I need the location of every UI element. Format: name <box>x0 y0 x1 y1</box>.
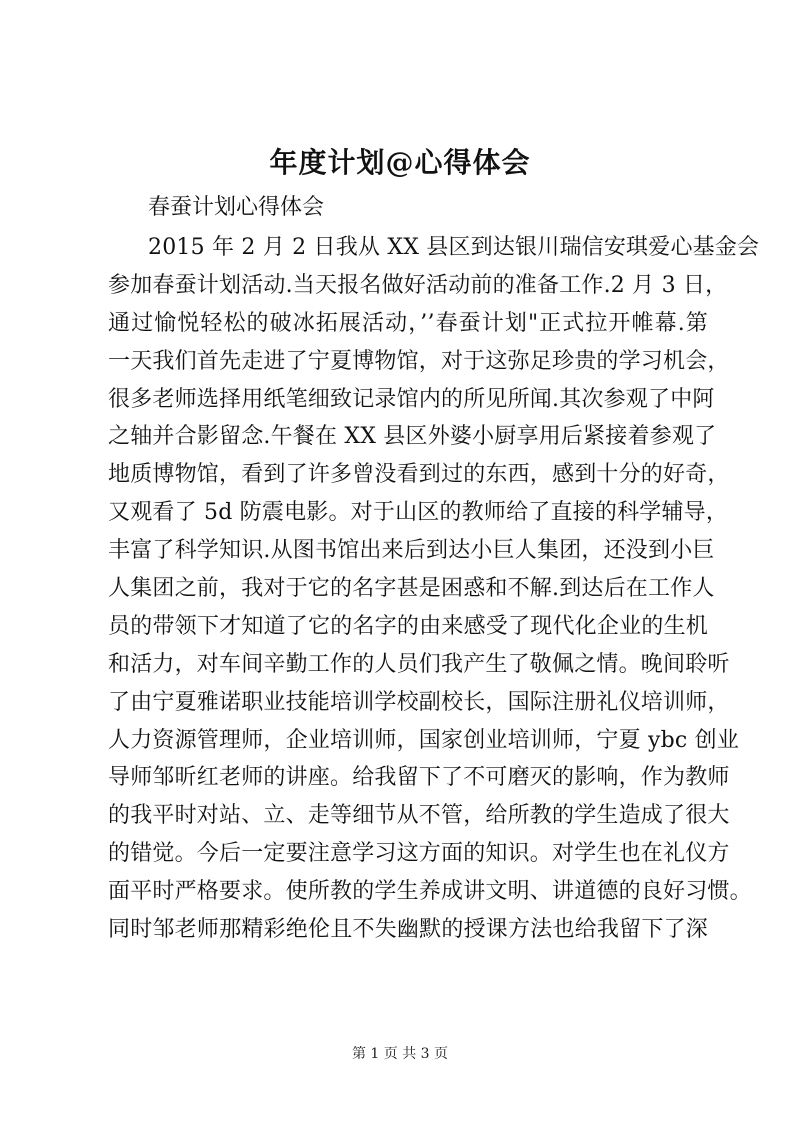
body-line: 的错觉。今后一定要注意学习这方面的知识。对学生也在礼仪方 <box>108 841 730 867</box>
document-body <box>108 229 760 949</box>
document-subtitle: 春蚕计划心得体会 <box>148 195 325 220</box>
body-line: 之轴并合影留念.午餐在 XX 县区外婆小厨享用后紧接着参观了 <box>108 424 717 450</box>
body-line: 人集团之前，我对于它的名字甚是困惑和不解.到达后在工作人 <box>108 576 715 602</box>
body-line: 又观看了 5d 防震电影。对于山区的教师给了直接的科学辅导， <box>108 500 729 526</box>
body-line: 了由宁夏雅诺职业技能培训学校副校长，国际注册礼仪培训师， <box>108 689 730 715</box>
document-title: 年度计划@心得体会 <box>269 146 531 179</box>
body-line: 很多老师选择用纸笔细致记录馆内的所见所闻.其次参观了中阿 <box>108 386 715 412</box>
body-line: 丰富了科学知识.从图书馆出来后到达小巨人集团，还没到小巨 <box>108 538 715 564</box>
body-line: 地质博物馆，看到了许多曾没看到过的东西，感到十分的好奇， <box>108 462 730 488</box>
body-line: 和活力，对车间辛勤工作的人员们我产生了敬佩之情。晚间聆听 <box>108 651 730 677</box>
page-number: 第 1 页 共 3 页 <box>351 1046 449 1062</box>
body-line: 通过愉悦轻松的破冰拓展活动，’’春蚕计划"正式拉开帷幕.第 <box>108 310 708 336</box>
body-line: 面平时严格要求。使所教的学生养成讲文明、讲道德的良好习惯。 <box>108 879 752 905</box>
body-line: 导师邹昕红老师的讲座。给我留下了不可磨灭的影响，作为教师 <box>108 765 730 791</box>
body-line: 员的带领下才知道了它的名字的由来感受了现代化企业的生机 <box>108 613 708 639</box>
body-line: 2015 年 2 月 2 日我从 XX 县区到达银川瑞信安琪爱心基金会 <box>148 235 760 260</box>
body-line: 一天我们首先走进了宁夏博物馆，对于这弥足珍贵的学习机会， <box>108 348 730 374</box>
body-line: 人力资源管理师，企业培训师，国家创业培训师，宁夏 ybc 创业 <box>108 727 740 753</box>
body-line: 同时邹老师那精彩绝伦且不失幽默的授课方法也给我留下了深 <box>108 917 708 943</box>
body-line: 参加春蚕计划活动.当天报名做好活动前的准备工作.2 月 3 日， <box>108 272 728 298</box>
body-line: 的我平时对站、立、走等细节从不管，给所教的学生造成了很大 <box>108 803 730 829</box>
